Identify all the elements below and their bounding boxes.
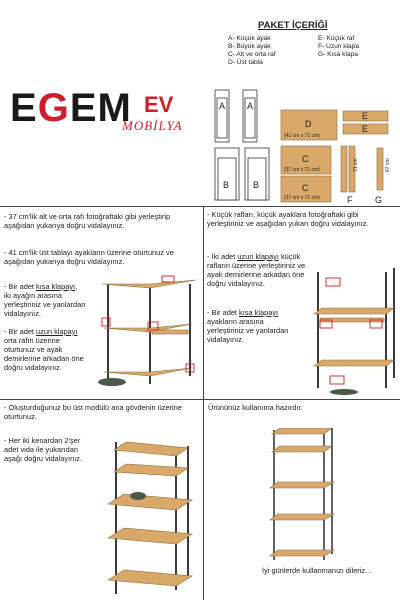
final-product-illustration: [268, 428, 338, 564]
part-a-small-leg-2: [243, 90, 257, 142]
logo-letter-g: G: [37, 86, 70, 130]
part-g-label: G- Kısa klapa: [318, 51, 358, 58]
logo-letter-e2: E: [69, 86, 98, 130]
svg-text:E: E: [362, 111, 369, 121]
svg-text:(37 cm x 71 cm): (37 cm x 71 cm): [284, 167, 320, 173]
closing-wish-text: İyi günlerde kullanmanızı dileriz...: [262, 566, 372, 575]
svg-text:C: C: [302, 183, 309, 193]
part-d-top-board: [281, 110, 337, 140]
step3-illustration: [102, 438, 202, 598]
part-e-small-shelf-2: [343, 124, 388, 134]
part-g-short-brace: [375, 148, 391, 205]
step1-text-1: - 37 cm'lik alt ve orta rafı fotoğraftaki gibi yerleştirip aşağıdan yukarıya doğru vidalayınız.: [4, 212, 171, 230]
svg-text:(41 cm x 71 cm): (41 cm x 71 cm): [284, 133, 320, 139]
step2-text-1: - Küçük rafları, küçük ayaklara fotoğraftaki gibi yerleştiriniz ve aşağıdan yukarı doğru vidalayınız.: [207, 210, 369, 228]
logo-letter-e1: E: [10, 86, 38, 130]
svg-text:71 cm: 71 cm: [353, 158, 359, 172]
package-list-right: [318, 35, 359, 59]
package-list-left: [228, 35, 276, 67]
svg-text:67 cm: 67 cm: [385, 158, 391, 172]
part-e-label: E- Küçük raf: [318, 35, 355, 42]
divider-top: [0, 206, 400, 207]
part-c-shelf-2: [281, 176, 331, 202]
part-b-big-leg-2: [245, 148, 269, 200]
part-b-label: B- Büyük ayak: [228, 43, 271, 50]
svg-text:B: B: [223, 180, 230, 190]
part-d-label: D- Üst tabla: [228, 59, 263, 66]
part-e-small-shelf: [343, 111, 388, 121]
step1-text-2: - 41 cm'lik üst tablayı ayakların üzerine oturtunuz ve aşağıdan yukarıya doğru vidalayınız.: [4, 248, 174, 266]
step1-illustration: [92, 272, 202, 394]
logo-suffix: EV: [144, 92, 174, 117]
svg-text:(37 cm x 71 cm): (37 cm x 71 cm): [284, 195, 320, 201]
step3-text-1: - Oluşturduğunuz bu üst modülü ana gövdenin üzerine oturtunuz.: [4, 403, 182, 421]
logo-subtitle: MOBİLYA: [122, 118, 183, 133]
part-a-label: A- Küçük ayak: [228, 35, 271, 42]
svg-text:A: A: [247, 101, 254, 111]
step1-text-4: - Bir adet uzun klapayı orta rafın üzerine oturtunuz ve ayak demirlerine arkadan öne doğru vidalayınız.: [4, 327, 84, 372]
parts-diagram: [205, 80, 400, 205]
brand-logo: [10, 88, 190, 138]
svg-text:A: A: [219, 101, 226, 111]
package-title: PAKET İÇERİĞİ: [258, 20, 328, 31]
step2-text-3: - Bir adet kısa klapayı ayakların arasına yerleştiriniz ve yanlardan vidalayınız.: [207, 308, 289, 344]
divider-vertical: [203, 206, 204, 600]
step3-text-2: - Her iki kenardan 2'şer adet vida ile yukarıdan aşağı doğru vidalayınız.: [4, 436, 83, 463]
svg-text:B: B: [253, 180, 260, 190]
logo-letter-m: M: [97, 86, 132, 130]
part-b-big-leg: [215, 148, 239, 200]
svg-text:E: E: [362, 124, 369, 134]
step4-ready-text: Ürününüz kullanıma hazırdır.: [208, 403, 303, 412]
step2-illustration: [304, 268, 398, 396]
divider-middle: [0, 399, 400, 400]
part-c-shelf: [281, 146, 331, 174]
step1-text-3: - Bir adet kısa klapayı, iki ayağın arasına yerleştiriniz ve yanlardan vidalayınız.: [4, 282, 86, 318]
svg-text:F: F: [347, 195, 353, 205]
svg-text:G: G: [375, 195, 383, 205]
svg-text:C: C: [302, 154, 309, 164]
part-a-small-leg: [215, 90, 229, 142]
svg-text:D: D: [305, 119, 312, 129]
part-f-long-brace: [341, 146, 359, 205]
part-c-label: C- Alt ve orta raf: [228, 51, 276, 58]
part-f-label: F- Uzun klapa: [318, 43, 360, 50]
step2-text-2: - İki adet uzun klapayı küçük rafların üzerine yerleştiriniz ve ayak demirlerine arkadan öne doğru vidalayınız.: [207, 252, 306, 288]
